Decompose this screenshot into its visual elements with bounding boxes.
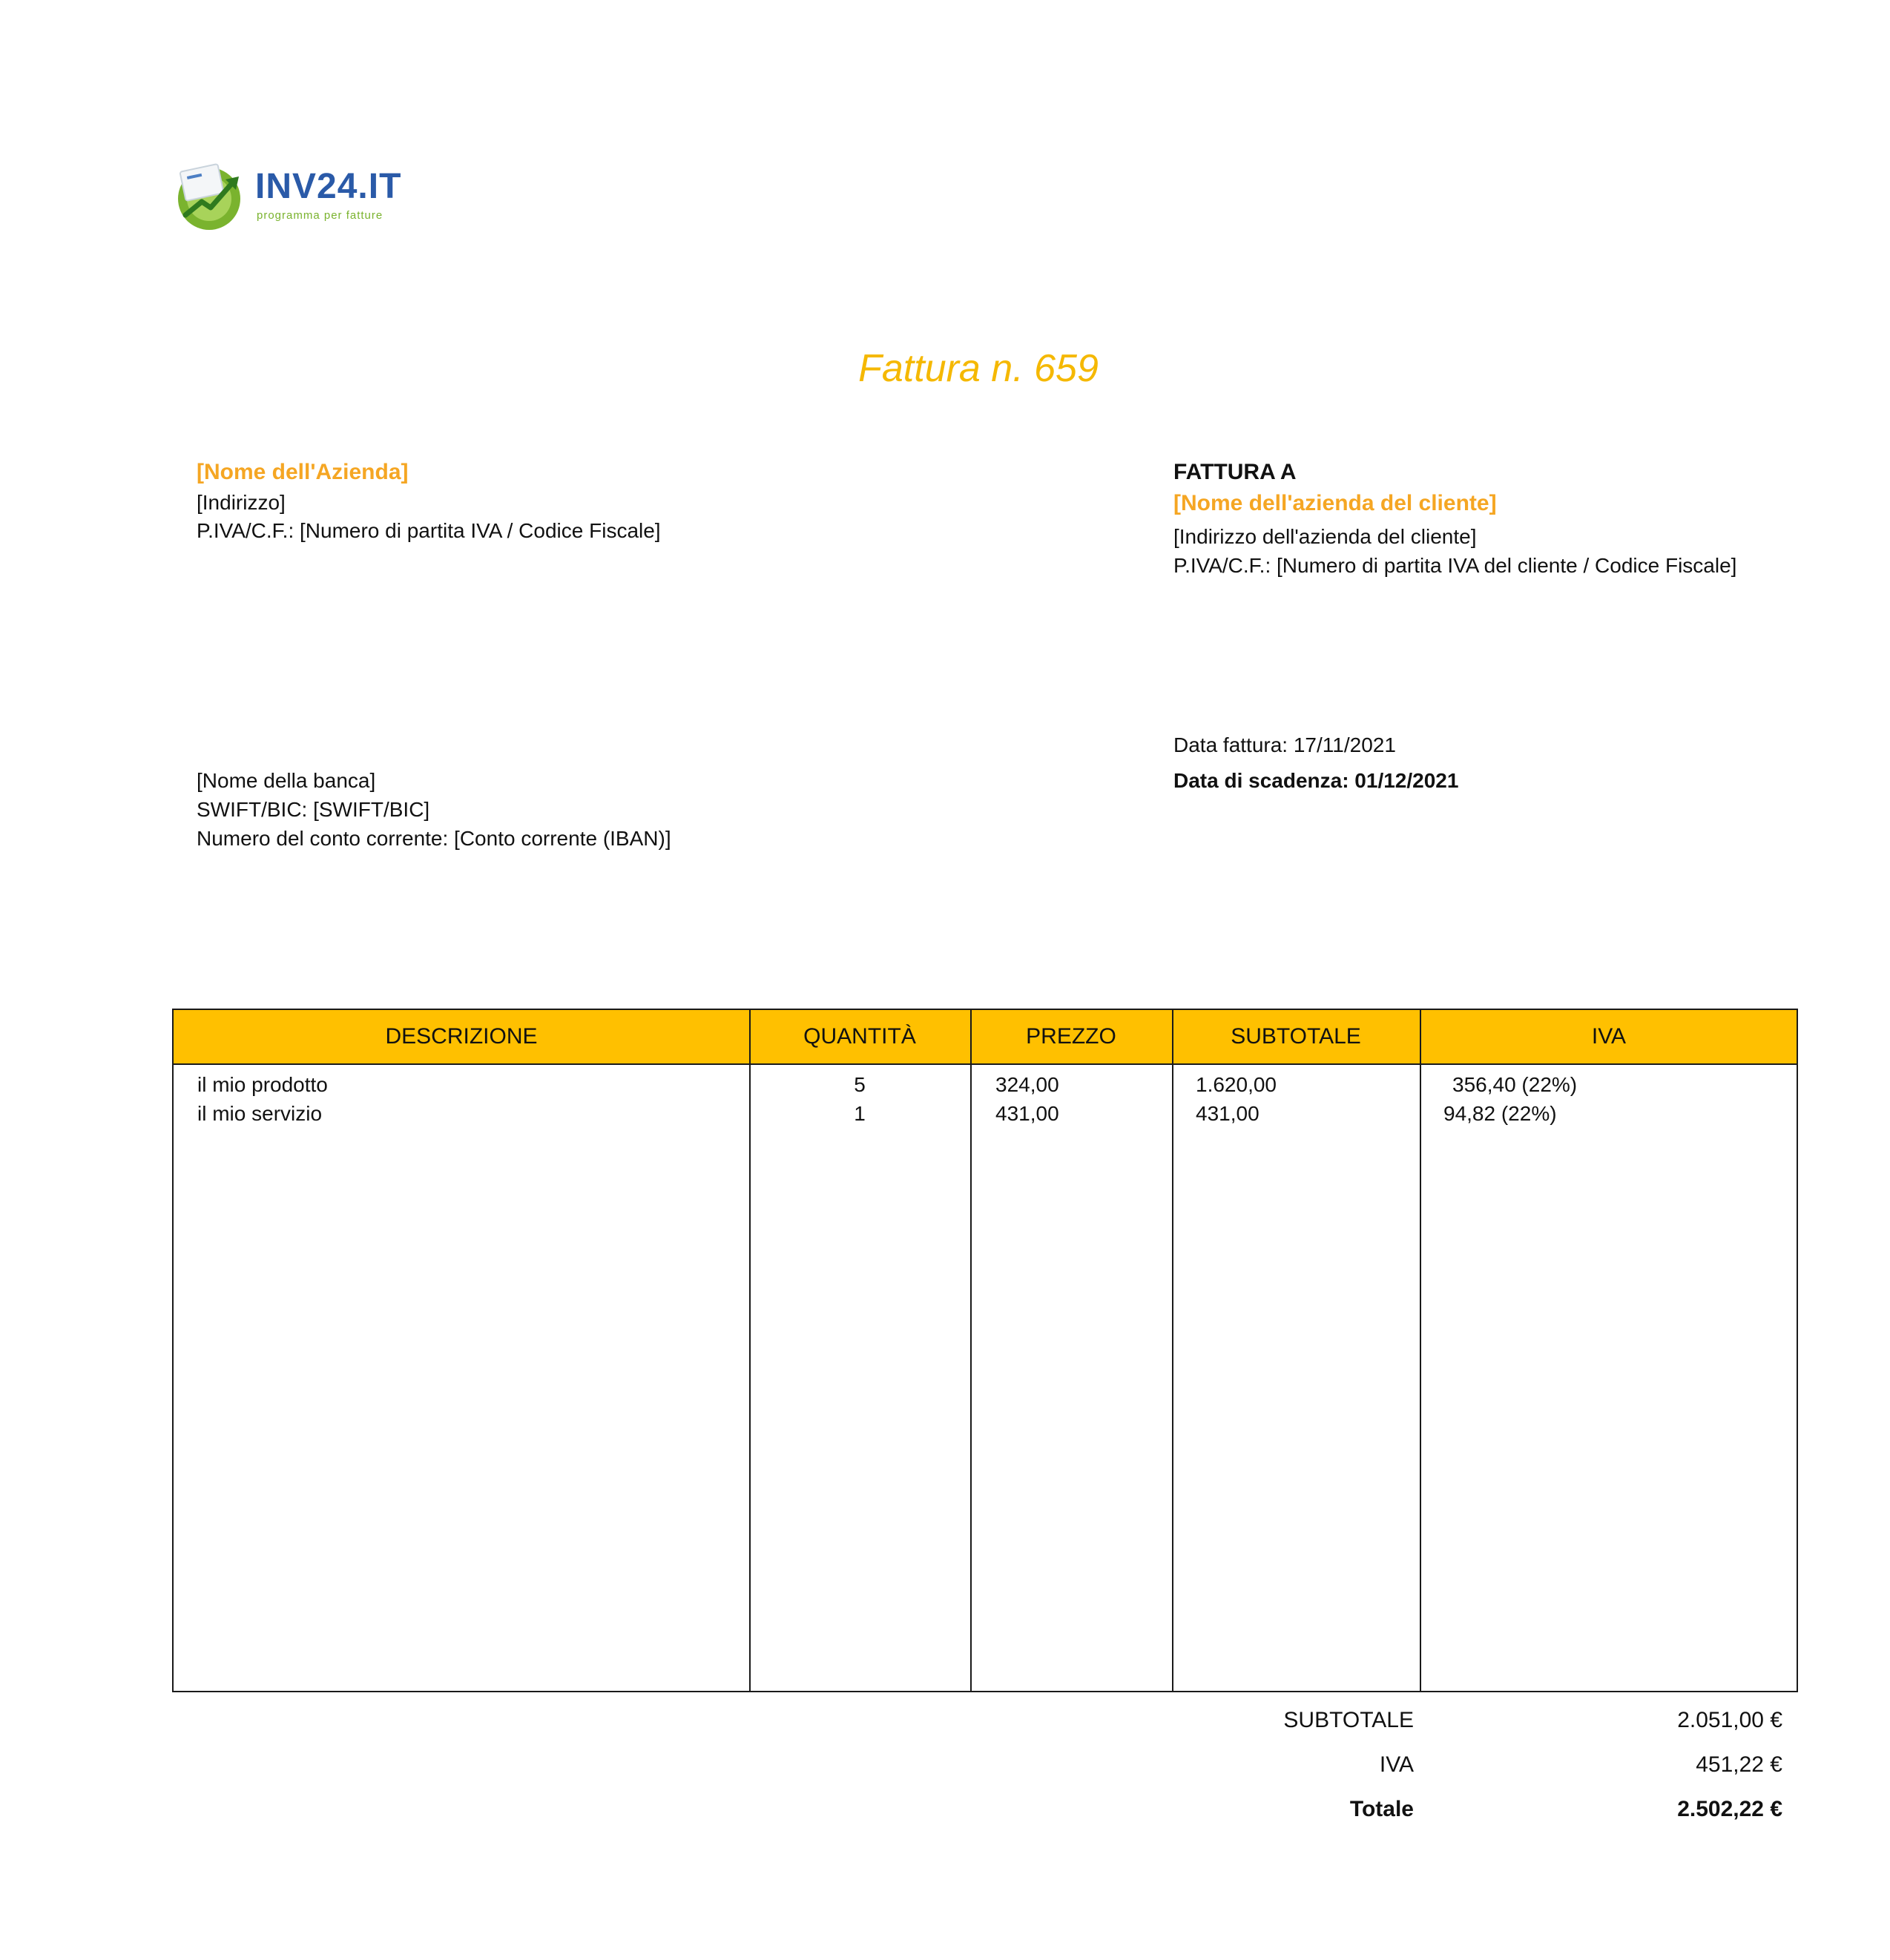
logo-brand-text: INV24.IT	[255, 167, 402, 206]
totals-vat-label: IVA	[1379, 1752, 1414, 1777]
header-description: DESCRIZIONE	[385, 1024, 538, 1049]
row-1-price: 324,00	[995, 1073, 1059, 1096]
sender-vat: P.IVA/C.F.: [Numero di partita IVA / Codice Fiscale]	[197, 519, 661, 542]
table-header	[174, 1010, 1797, 1065]
logo-chart-icon	[172, 157, 246, 231]
row-2-subtotal: 431,00	[1196, 1102, 1260, 1125]
column-divider	[1420, 1010, 1421, 1691]
header-quantity: QUANTITÀ	[803, 1024, 916, 1049]
row-2-vat: 94,82 (22%)	[1443, 1102, 1557, 1125]
totals-total-label: Totale	[1349, 1797, 1414, 1821]
bank-name: [Nome della banca]	[197, 769, 376, 792]
column-divider	[1172, 1010, 1173, 1691]
row-1-subtotal: 1.620,00	[1196, 1073, 1277, 1096]
totals-subtotal-value: 2.051,00 €	[1677, 1708, 1782, 1732]
row-2-quantity: 1	[854, 1102, 866, 1125]
recipient-vat: P.IVA/C.F.: [Numero di partita IVA del cliente / Codice Fiscale]	[1173, 554, 1737, 577]
column-divider	[970, 1010, 972, 1691]
totals-vat-value: 451,22 €	[1696, 1752, 1782, 1777]
row-1-quantity: 5	[854, 1073, 866, 1096]
header-subtotal: SUBTOTALE	[1231, 1024, 1361, 1049]
row-2-description: il mio servizio	[197, 1102, 323, 1125]
bank-swift: SWIFT/BIC: [SWIFT/BIC]	[197, 798, 430, 821]
totals-total-value: 2.502,22 €	[1677, 1797, 1782, 1821]
sender-company: [Nome dell'Azienda]	[197, 460, 409, 484]
row-1-description: il mio prodotto	[197, 1073, 328, 1096]
invoice-title: Fattura n. 659	[858, 347, 1099, 390]
recipient-address: [Indirizzo dell'azienda del cliente]	[1173, 525, 1477, 548]
row-2-price: 431,00	[995, 1102, 1059, 1125]
items-table	[172, 1009, 1798, 1692]
recipient-heading: FATTURA A	[1173, 460, 1297, 484]
bank-account: Numero del conto corrente: [Conto corrente (IBAN)]	[197, 827, 671, 850]
company-logo	[172, 157, 402, 239]
invoice-date: Data fattura: 17/11/2021	[1173, 733, 1396, 756]
totals-subtotal-label: SUBTOTALE	[1283, 1708, 1414, 1732]
recipient-company: [Nome dell'azienda del cliente]	[1173, 491, 1497, 515]
row-1-vat: 356,40 (22%)	[1452, 1073, 1578, 1096]
header-price: PREZZO	[1026, 1024, 1116, 1049]
due-date: Data di scadenza: 01/12/2021	[1173, 769, 1459, 792]
header-vat: IVA	[1591, 1024, 1627, 1049]
logo-tagline: programma per fatture	[257, 209, 383, 222]
sender-address: [Indirizzo]	[197, 491, 286, 514]
